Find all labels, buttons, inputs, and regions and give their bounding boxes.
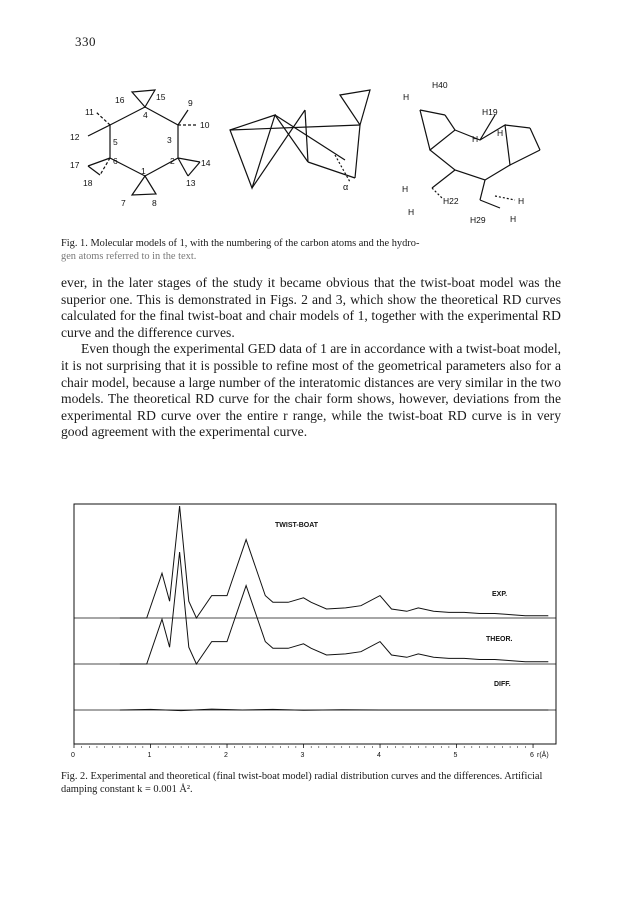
hydrogen-label: H22 bbox=[443, 196, 459, 206]
hydrogen-label: H bbox=[518, 196, 525, 206]
hydrogen-label: H40 bbox=[432, 80, 448, 90]
atom-label: 2 bbox=[170, 156, 175, 166]
atom-label: 13 bbox=[186, 178, 196, 188]
series-label-exp: EXP. bbox=[492, 591, 508, 598]
atom-label: 6 bbox=[113, 156, 118, 166]
twist-boat-right-ring bbox=[340, 90, 370, 125]
atom-label: 11 bbox=[85, 107, 94, 117]
molecular-models-figure bbox=[60, 70, 560, 235]
atom-label: 4 bbox=[143, 110, 148, 120]
x-tick-label: 6 bbox=[530, 752, 534, 759]
atom-label: 1 bbox=[141, 166, 146, 176]
cyclopropane-top bbox=[132, 90, 155, 107]
x-axis-label: r(Å) bbox=[537, 752, 549, 759]
hydrogen-label: H29 bbox=[470, 215, 486, 225]
alpha-label: α bbox=[343, 182, 349, 192]
atom-label: 17 bbox=[70, 160, 80, 170]
x-tick-label: 4 bbox=[377, 752, 381, 759]
hydrogen-label: H bbox=[497, 128, 504, 138]
paragraph: Even though the experimental GED data of 1 are in accordance with a twist-boat model, it is not surprising that it is possible to refine most of the geometrical parameters also for a chair model, because a large number of the interatomic distances are very similar in the two models. The theoretical RD curve for the chair form shows, however, deviations from the experimental RD curve over the entire r range, while the twist-boat RD curve is in very good agreement with the experimental curve. bbox=[61, 341, 561, 440]
figure-1-caption-line-2: gen atoms referred to in the text. bbox=[61, 251, 197, 262]
series-label-theor: THEOR. bbox=[486, 636, 513, 643]
figure-1-caption-line-1: Fig. 1. Molecular models of 1, with the numbering of the carbon atoms and the hydro- bbox=[61, 238, 420, 249]
x-axis-ticks bbox=[71, 744, 534, 759]
x-tick-label: 5 bbox=[453, 752, 458, 759]
x-tick-label: 2 bbox=[224, 752, 228, 759]
x-tick-label: 1 bbox=[147, 752, 152, 759]
atom-label: 5 bbox=[113, 137, 118, 147]
atom-label: 7 bbox=[121, 198, 126, 208]
hydrogen-label: H bbox=[408, 207, 415, 217]
atom-label: 12 bbox=[70, 132, 80, 142]
figure-2-caption: Fig. 2. Experimental and theoretical (final twist-boat model) radial distribution curves and the differences. Artificial damping constant k = 0.001 Å². bbox=[61, 771, 543, 795]
hydrogen-label: H bbox=[402, 184, 409, 194]
atom-label: 8 bbox=[152, 198, 157, 208]
atom-label: 15 bbox=[156, 92, 166, 102]
twist-boat-left-ring bbox=[230, 115, 275, 188]
atom-label: 9 bbox=[188, 98, 193, 108]
rd-curve-theor bbox=[120, 552, 548, 664]
rd-curves-group bbox=[120, 506, 548, 711]
cyclopropane-bottom bbox=[132, 176, 156, 195]
body-text bbox=[61, 275, 561, 441]
hydrogen-label: H bbox=[403, 92, 410, 102]
atom-label: 3 bbox=[167, 135, 172, 145]
atom-label: 18 bbox=[83, 178, 93, 188]
x-tick-label: 0 bbox=[71, 752, 75, 759]
plot-frame bbox=[74, 504, 556, 744]
chart-title: TWIST-BOAT bbox=[275, 522, 319, 529]
hydrogen-label: H19 bbox=[482, 107, 498, 117]
atom-label: 14 bbox=[201, 158, 211, 168]
series-label-diff: DIFF. bbox=[494, 681, 511, 688]
page-number: 330 bbox=[75, 34, 96, 49]
paragraph: ever, in the later stages of the study it became obvious that the twist-boat model was the superior one. This is demonstrated in Figs. 2 and 3, which show the theoretical RD curves calculated for the final twist-boat and chair models of 1, together with the experimental RD curve and the difference curves. bbox=[61, 275, 561, 340]
x-tick-label: 3 bbox=[300, 752, 305, 759]
hydrogen-label: H bbox=[510, 214, 517, 224]
atom-label: 16 bbox=[115, 95, 125, 105]
atom-label: 10 bbox=[200, 120, 210, 130]
hydrogen-label: H bbox=[472, 134, 479, 144]
figure-1-caption bbox=[61, 237, 561, 263]
rd-curves-chart bbox=[60, 498, 562, 760]
